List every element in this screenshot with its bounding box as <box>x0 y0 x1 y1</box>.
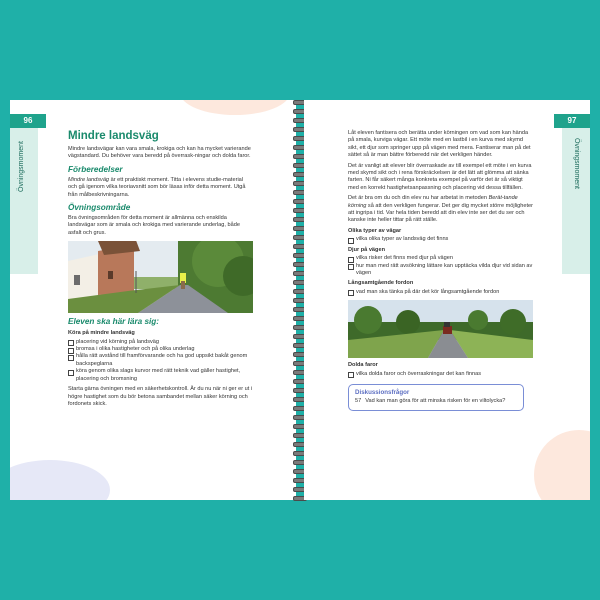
section-heading: Djur på vägen <box>348 246 385 253</box>
prep-text: Mindre landsväg är ett praktiskt moment. Titta i elevens studie-material och gå igenom vilka teoriavsnitt som bör läsas inför detta moment. Utgå från målbeskrivningarna. <box>68 176 246 198</box>
area-text: Bra övningsområden för detta moment är allmänna och enskilda landsvägar som är smala och krokiga med varierande underlag, både asfalt och grus. <box>68 215 240 236</box>
right-page <box>304 100 590 500</box>
list-item: vilka olika typer av landsväg det finns <box>348 236 533 243</box>
decorative-blob <box>180 100 290 115</box>
list-item: hur man med rätt avsökning lättare kan upptäcka vilda djur vid sidan av vägen <box>348 263 533 278</box>
page-title: Mindre landsväg <box>68 130 159 142</box>
tab-label: Övningsmoment <box>573 138 580 189</box>
section-list <box>348 255 533 277</box>
paragraph: Det är bra om du och din elev nu har arbetat in metoden Berät-tande körning så att den verkligen fungerar. Det ger dig mycket större möjligheter att ingripa i tid. Var hela tiden beredd att din elev inte ser det du ser och kanske inte heller tittar på rätt ställe. <box>348 195 534 224</box>
closing-text: Starta gärna övningen med en säkerhetskontroll. Är du nu när ni ger er ut i högre hastighet som du bör betona sambandet mellan säker körning och fordonets skick. <box>68 386 253 407</box>
tab-label: Övningsmoment <box>18 141 25 192</box>
question-text: Vad kan man göra för att minska risken för en viltolycka? <box>365 398 506 405</box>
list-item: vilka risker det finns med djur på vägen <box>348 255 533 262</box>
list-item: placering vid körning på landsväg <box>68 339 253 346</box>
list-item: vilka dolda faror och överraskningar det kan finnas <box>348 371 533 378</box>
section-list <box>348 289 533 296</box>
section-heading: Dolda faror <box>348 362 378 369</box>
list-item: bromsa i olika hastigheter och på olika underlag <box>68 346 253 353</box>
section-heading: Olika typer av vägar <box>348 227 402 234</box>
question-number: 57 <box>355 398 362 405</box>
list-item: köra genom olika slags kurvor med rätt teknik vad gäller hastighet, placering och bromsning <box>68 368 253 383</box>
discussion-question <box>355 398 517 405</box>
section-list <box>348 236 533 243</box>
page-number: 97 <box>554 114 590 128</box>
decorative-blob <box>10 460 110 500</box>
intro-text: Mindre landsvägar kan vara smala, krokiga och kan ha mycket varierande vägstandard. Du behöver vara beredd på överrask-ningar och dolda faror. <box>68 146 251 160</box>
learn-subheading: Köra på mindre landsväg <box>68 330 135 337</box>
section-heading: Långsamtgående fordon <box>348 280 414 287</box>
right-column <box>348 130 533 411</box>
learn-list <box>68 339 253 383</box>
decorative-blob <box>534 430 590 500</box>
tractor-road-photo <box>348 300 533 358</box>
paragraph: Låt eleven fantisera och berätta under körningen om vad som kan hända på smala, kurviga vägar. Ett möte med en lastbil i en kurva med skymd sikt, ett djur som springer upp på vägen med mera. Fantiserar man på det sättet så är man bättre förberedd när det verkligen händer. <box>348 130 531 159</box>
section-list <box>348 371 533 378</box>
discussion-box <box>348 384 524 411</box>
side-tab <box>10 114 38 274</box>
list-item: hålla rätt avstånd till framförvarande och ha god uppsikt bakåt genom backspeglarna <box>68 353 253 368</box>
left-page <box>10 100 296 500</box>
area-heading: Övningsområde <box>68 203 131 213</box>
prep-heading: Förberedelser <box>68 164 123 174</box>
paragraph: Det är vanligt att elever blir överraskade av till exempel ett möte i en kurva med skymd sikt och i rena förskräckelsen är det lätt att glömma att sänka farten. Ni får säkert många konkreta exempel på varför det är så viktigt med en korrekt hastighetsanpassning och placering vid dessa tillfällen. <box>348 162 532 191</box>
list-item: vad man ska tänka på där det kör långsamtgående fordon <box>348 289 533 296</box>
discussion-title: Diskussionsfrågor <box>355 388 410 396</box>
left-column <box>68 130 253 411</box>
page-number: 96 <box>10 114 46 128</box>
learn-heading: Eleven ska här lära sig: <box>68 317 160 327</box>
country-road-photo <box>68 241 253 313</box>
